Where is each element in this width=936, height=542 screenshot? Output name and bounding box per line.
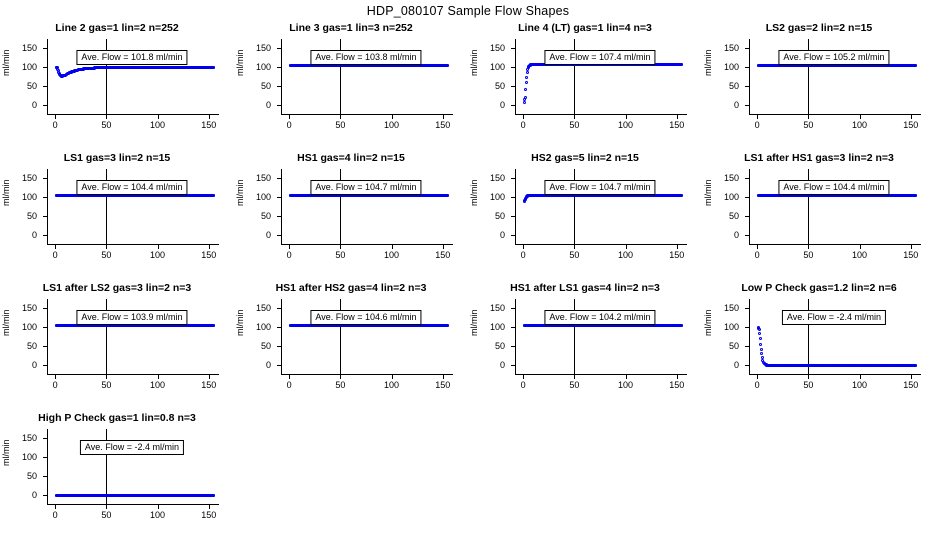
x-tick bbox=[209, 115, 210, 119]
data-point bbox=[446, 194, 449, 197]
x-tick bbox=[626, 245, 627, 249]
plot-area bbox=[489, 39, 687, 130]
data-point bbox=[680, 194, 683, 197]
chart-panel bbox=[234, 152, 468, 282]
y-tick-label: 100 bbox=[21, 192, 37, 203]
y-tick-label: 0 bbox=[733, 99, 739, 110]
x-tick-label: 100 bbox=[384, 380, 400, 390]
y-tick-label: 150 bbox=[21, 433, 37, 444]
y-tick-label: 50 bbox=[494, 340, 505, 351]
panel-title: High P Check gas=1 lin=0.8 n=3 bbox=[38, 412, 196, 424]
y-tick-label: 0 bbox=[499, 359, 505, 370]
x-axis bbox=[515, 114, 687, 115]
average-flow-annotation: Ave. Flow = -2.4 ml/min bbox=[782, 310, 886, 325]
x-axis bbox=[47, 504, 219, 505]
x-tick bbox=[677, 375, 678, 379]
x-tick bbox=[911, 375, 912, 379]
y-tick-label: 50 bbox=[728, 340, 739, 351]
y-tick-label: 100 bbox=[255, 192, 271, 203]
y-axis-label: ml/min bbox=[235, 49, 245, 76]
panel-title: Line 2 gas=1 lin=2 n=252 bbox=[55, 22, 179, 34]
y-tick-label: 0 bbox=[733, 359, 739, 370]
data-point bbox=[760, 352, 763, 355]
plot-area bbox=[21, 299, 219, 390]
data-point bbox=[212, 194, 215, 197]
y-tick-label: 150 bbox=[489, 303, 505, 314]
x-tick bbox=[106, 115, 107, 119]
x-tick bbox=[340, 245, 341, 249]
chart-panel bbox=[234, 282, 468, 412]
panel-title: LS1 gas=3 lin=2 n=15 bbox=[63, 152, 171, 164]
chart-panel bbox=[0, 22, 234, 152]
x-tick bbox=[158, 115, 159, 119]
data-point bbox=[524, 96, 527, 99]
x-axis bbox=[749, 374, 921, 375]
x-axis bbox=[281, 114, 453, 115]
data-point bbox=[524, 88, 527, 91]
x-tick-label: 0 bbox=[520, 380, 526, 390]
average-flow-annotation: Ave. Flow = 104.7 ml/min bbox=[544, 180, 655, 195]
x-tick-label: 100 bbox=[618, 380, 634, 390]
x-tick bbox=[523, 245, 524, 249]
y-axis-label: ml/min bbox=[469, 179, 479, 206]
x-tick bbox=[392, 375, 393, 379]
x-tick bbox=[392, 115, 393, 119]
x-tick bbox=[626, 115, 627, 119]
y-axis-label: ml/min bbox=[1, 179, 11, 206]
x-tick-label: 0 bbox=[52, 510, 58, 520]
plot-area bbox=[255, 39, 453, 130]
chart-panel bbox=[702, 152, 936, 282]
x-tick-label: 150 bbox=[903, 250, 919, 260]
x-tick bbox=[209, 375, 210, 379]
y-tick-label: 50 bbox=[260, 340, 271, 351]
plot-area bbox=[255, 299, 453, 390]
data-point bbox=[212, 66, 215, 69]
plot-area bbox=[21, 169, 219, 260]
plot-area bbox=[723, 39, 921, 130]
x-tick bbox=[911, 245, 912, 249]
y-tick-label: 0 bbox=[31, 229, 37, 240]
y-axis-label: ml/min bbox=[1, 49, 11, 76]
x-tick-label: 50 bbox=[803, 120, 814, 130]
x-tick-label: 100 bbox=[852, 120, 868, 130]
plot-area bbox=[723, 169, 921, 260]
data-point bbox=[212, 324, 215, 327]
x-tick bbox=[443, 375, 444, 379]
y-tick-label: 50 bbox=[260, 210, 271, 221]
y-tick-label: 150 bbox=[723, 173, 739, 184]
x-tick bbox=[55, 505, 56, 509]
x-tick-label: 150 bbox=[669, 380, 685, 390]
y-tick-label: 100 bbox=[489, 192, 505, 203]
plot-area bbox=[255, 169, 453, 260]
x-tick-label: 50 bbox=[569, 120, 580, 130]
panel-title: HS1 after HS2 gas=4 lin=2 n=3 bbox=[275, 282, 427, 294]
panel-title: HS1 gas=4 lin=2 n=15 bbox=[297, 152, 405, 164]
x-tick-label: 50 bbox=[101, 120, 112, 130]
x-tick-label: 0 bbox=[754, 120, 760, 130]
panel-title: Line 4 (LT) gas=1 lin=4 n=3 bbox=[518, 22, 652, 34]
x-tick-label: 0 bbox=[286, 250, 292, 260]
x-tick bbox=[574, 245, 575, 249]
y-tick-label: 50 bbox=[260, 80, 271, 91]
y-tick-label: 0 bbox=[265, 229, 271, 240]
x-tick bbox=[158, 375, 159, 379]
x-axis bbox=[749, 114, 921, 115]
data-point bbox=[446, 64, 449, 67]
y-tick-label: 0 bbox=[499, 99, 505, 110]
average-flow-annotation: Ave. Flow = 104.2 ml/min bbox=[544, 310, 655, 325]
y-tick-label: 150 bbox=[255, 173, 271, 184]
panel-title: LS1 after HS1 gas=3 lin=2 n=3 bbox=[744, 152, 894, 164]
y-axis-label: ml/min bbox=[1, 439, 11, 466]
y-tick-label: 50 bbox=[26, 340, 37, 351]
x-tick bbox=[289, 115, 290, 119]
data-point bbox=[758, 332, 761, 335]
x-tick bbox=[158, 505, 159, 509]
x-tick-label: 150 bbox=[201, 510, 217, 520]
x-tick-label: 0 bbox=[754, 380, 760, 390]
x-tick-label: 150 bbox=[201, 250, 217, 260]
average-flow-annotation: Ave. Flow = 104.4 ml/min bbox=[778, 180, 889, 195]
x-tick-label: 100 bbox=[852, 380, 868, 390]
plot-area bbox=[489, 299, 687, 390]
y-tick-label: 0 bbox=[499, 229, 505, 240]
x-tick bbox=[55, 115, 56, 119]
chart-panel bbox=[468, 22, 702, 152]
y-tick-label: 150 bbox=[489, 43, 505, 54]
average-flow-annotation: Ave. Flow = -2.4 ml/min bbox=[80, 440, 184, 455]
x-tick bbox=[158, 245, 159, 249]
x-axis bbox=[515, 374, 687, 375]
x-tick-label: 150 bbox=[669, 120, 685, 130]
x-tick bbox=[808, 375, 809, 379]
y-tick-label: 0 bbox=[265, 359, 271, 370]
x-axis bbox=[47, 374, 219, 375]
x-tick-label: 50 bbox=[803, 380, 814, 390]
x-tick-label: 100 bbox=[618, 250, 634, 260]
x-tick bbox=[626, 375, 627, 379]
y-tick-label: 150 bbox=[723, 303, 739, 314]
average-flow-annotation: Ave. Flow = 104.6 ml/min bbox=[310, 310, 421, 325]
y-tick-label: 150 bbox=[255, 303, 271, 314]
x-tick bbox=[574, 115, 575, 119]
y-tick-label: 50 bbox=[494, 210, 505, 221]
x-tick bbox=[209, 245, 210, 249]
x-tick-label: 150 bbox=[669, 250, 685, 260]
x-tick-label: 100 bbox=[150, 250, 166, 260]
x-tick bbox=[340, 375, 341, 379]
x-tick bbox=[677, 115, 678, 119]
x-tick-label: 150 bbox=[903, 380, 919, 390]
x-tick-label: 50 bbox=[335, 120, 346, 130]
x-tick-label: 50 bbox=[335, 250, 346, 260]
x-tick-label: 0 bbox=[52, 380, 58, 390]
data-point bbox=[914, 364, 917, 367]
average-flow-annotation: Ave. Flow = 101.8 ml/min bbox=[76, 50, 187, 65]
chart-panel bbox=[0, 412, 234, 542]
y-tick-label: 0 bbox=[31, 99, 37, 110]
average-flow-annotation: Ave. Flow = 105.2 ml/min bbox=[778, 50, 889, 65]
average-flow-annotation: Ave. Flow = 104.7 ml/min bbox=[310, 180, 421, 195]
chart-panel bbox=[468, 282, 702, 412]
x-tick-label: 100 bbox=[384, 250, 400, 260]
x-tick bbox=[808, 245, 809, 249]
x-tick bbox=[106, 505, 107, 509]
x-tick-label: 150 bbox=[903, 120, 919, 130]
y-tick-label: 50 bbox=[728, 80, 739, 91]
data-point bbox=[526, 71, 529, 74]
data-point bbox=[680, 63, 683, 66]
panel-title: LS1 after LS2 gas=3 lin=2 n=3 bbox=[42, 282, 192, 294]
x-axis bbox=[47, 244, 219, 245]
panel-title: HS2 gas=5 lin=2 n=15 bbox=[531, 152, 639, 164]
y-tick-label: 150 bbox=[21, 43, 37, 54]
y-tick-label: 100 bbox=[21, 322, 37, 333]
x-tick-label: 100 bbox=[150, 380, 166, 390]
average-flow-annotation: Ave. Flow = 107.4 ml/min bbox=[544, 50, 655, 65]
y-tick-label: 0 bbox=[31, 489, 37, 500]
x-tick bbox=[911, 115, 912, 119]
x-tick bbox=[340, 115, 341, 119]
data-point bbox=[525, 76, 528, 79]
x-tick-label: 50 bbox=[803, 250, 814, 260]
data-point bbox=[446, 324, 449, 327]
x-tick-label: 0 bbox=[520, 120, 526, 130]
chart-panel bbox=[702, 22, 936, 152]
x-tick bbox=[289, 245, 290, 249]
x-tick-label: 100 bbox=[618, 120, 634, 130]
panel-title: LS2 gas=2 lin=2 n=15 bbox=[765, 22, 873, 34]
chart-panel bbox=[234, 22, 468, 152]
x-tick-label: 0 bbox=[52, 120, 58, 130]
x-tick bbox=[523, 115, 524, 119]
x-tick bbox=[289, 375, 290, 379]
x-tick bbox=[757, 245, 758, 249]
data-point bbox=[760, 348, 763, 351]
x-tick-label: 0 bbox=[52, 250, 58, 260]
data-point bbox=[758, 328, 761, 331]
y-tick-label: 100 bbox=[723, 322, 739, 333]
y-tick-label: 150 bbox=[723, 43, 739, 54]
chart-panel bbox=[702, 282, 936, 412]
data-point bbox=[680, 324, 683, 327]
x-tick bbox=[808, 115, 809, 119]
y-tick-label: 150 bbox=[489, 173, 505, 184]
x-axis bbox=[281, 374, 453, 375]
x-tick bbox=[523, 375, 524, 379]
x-tick-label: 150 bbox=[435, 250, 451, 260]
x-tick bbox=[757, 375, 758, 379]
y-axis-label: ml/min bbox=[235, 309, 245, 336]
x-tick-label: 100 bbox=[852, 250, 868, 260]
plot-area bbox=[21, 39, 219, 130]
x-tick bbox=[443, 115, 444, 119]
x-tick-label: 0 bbox=[754, 250, 760, 260]
data-point bbox=[914, 194, 917, 197]
x-tick-label: 100 bbox=[150, 120, 166, 130]
x-tick bbox=[677, 245, 678, 249]
y-axis-label: ml/min bbox=[469, 309, 479, 336]
x-tick-label: 100 bbox=[150, 510, 166, 520]
plot-area bbox=[21, 429, 219, 520]
chart-panel bbox=[0, 152, 234, 282]
y-tick-label: 50 bbox=[26, 210, 37, 221]
y-tick-label: 50 bbox=[26, 80, 37, 91]
x-axis bbox=[47, 114, 219, 115]
y-tick-label: 100 bbox=[21, 452, 37, 463]
x-tick bbox=[574, 375, 575, 379]
y-tick-label: 0 bbox=[265, 99, 271, 110]
y-tick-label: 50 bbox=[26, 470, 37, 481]
y-tick-label: 100 bbox=[21, 62, 37, 73]
data-point bbox=[525, 81, 528, 84]
data-point bbox=[523, 101, 526, 104]
average-flow-annotation: Ave. Flow = 104.4 ml/min bbox=[76, 180, 187, 195]
chart-panel bbox=[468, 152, 702, 282]
x-tick bbox=[860, 245, 861, 249]
x-tick-label: 50 bbox=[101, 510, 112, 520]
panel-title: Line 3 gas=1 lin=3 n=252 bbox=[289, 22, 413, 34]
x-tick bbox=[55, 375, 56, 379]
y-axis-label: ml/min bbox=[235, 179, 245, 206]
y-axis-label: ml/min bbox=[1, 309, 11, 336]
x-axis bbox=[515, 244, 687, 245]
data-point bbox=[759, 337, 762, 340]
y-tick-label: 100 bbox=[489, 62, 505, 73]
x-tick bbox=[392, 245, 393, 249]
x-tick-label: 150 bbox=[435, 380, 451, 390]
plot-area bbox=[489, 169, 687, 260]
plot-area bbox=[723, 299, 921, 390]
x-tick bbox=[106, 375, 107, 379]
x-tick-label: 0 bbox=[286, 120, 292, 130]
x-tick-label: 50 bbox=[569, 380, 580, 390]
y-tick-label: 100 bbox=[723, 192, 739, 203]
y-axis-label: ml/min bbox=[703, 179, 713, 206]
y-tick-label: 150 bbox=[21, 303, 37, 314]
chart-panel bbox=[0, 282, 234, 412]
x-tick-label: 150 bbox=[201, 120, 217, 130]
y-tick-label: 150 bbox=[21, 173, 37, 184]
x-tick-label: 50 bbox=[569, 250, 580, 260]
page-title: HDP_080107 Sample Flow Shapes bbox=[366, 4, 570, 18]
y-tick-label: 50 bbox=[728, 210, 739, 221]
chart-panel-grid bbox=[0, 22, 936, 540]
x-tick-label: 0 bbox=[520, 250, 526, 260]
average-flow-annotation: Ave. Flow = 103.8 ml/min bbox=[310, 50, 421, 65]
x-tick-label: 50 bbox=[101, 250, 112, 260]
x-axis bbox=[749, 244, 921, 245]
x-tick bbox=[757, 115, 758, 119]
data-point bbox=[212, 494, 215, 497]
y-tick-label: 100 bbox=[255, 322, 271, 333]
average-flow-annotation: Ave. Flow = 103.9 ml/min bbox=[76, 310, 187, 325]
x-tick bbox=[209, 505, 210, 509]
x-tick-label: 0 bbox=[286, 380, 292, 390]
x-tick bbox=[55, 245, 56, 249]
y-tick-label: 50 bbox=[494, 80, 505, 91]
y-tick-label: 100 bbox=[489, 322, 505, 333]
y-axis-label: ml/min bbox=[469, 49, 479, 76]
x-tick-label: 150 bbox=[435, 120, 451, 130]
x-tick-label: 50 bbox=[101, 380, 112, 390]
x-tick-label: 100 bbox=[384, 120, 400, 130]
x-tick bbox=[443, 245, 444, 249]
panel-title: HS1 after LS1 gas=4 lin=2 n=3 bbox=[510, 282, 660, 294]
y-axis-label: ml/min bbox=[703, 49, 713, 76]
x-tick-label: 150 bbox=[201, 380, 217, 390]
y-tick-label: 100 bbox=[255, 62, 271, 73]
y-tick-label: 100 bbox=[723, 62, 739, 73]
x-tick bbox=[106, 245, 107, 249]
x-tick bbox=[860, 115, 861, 119]
x-axis bbox=[281, 244, 453, 245]
x-tick-label: 50 bbox=[335, 380, 346, 390]
data-point bbox=[759, 343, 762, 346]
data-point bbox=[914, 64, 917, 67]
y-tick-label: 0 bbox=[31, 359, 37, 370]
x-tick bbox=[860, 375, 861, 379]
y-tick-label: 150 bbox=[255, 43, 271, 54]
y-tick-label: 0 bbox=[733, 229, 739, 240]
panel-title: Low P Check gas=1.2 lin=2 n=6 bbox=[741, 282, 897, 294]
y-axis-label: ml/min bbox=[703, 309, 713, 336]
